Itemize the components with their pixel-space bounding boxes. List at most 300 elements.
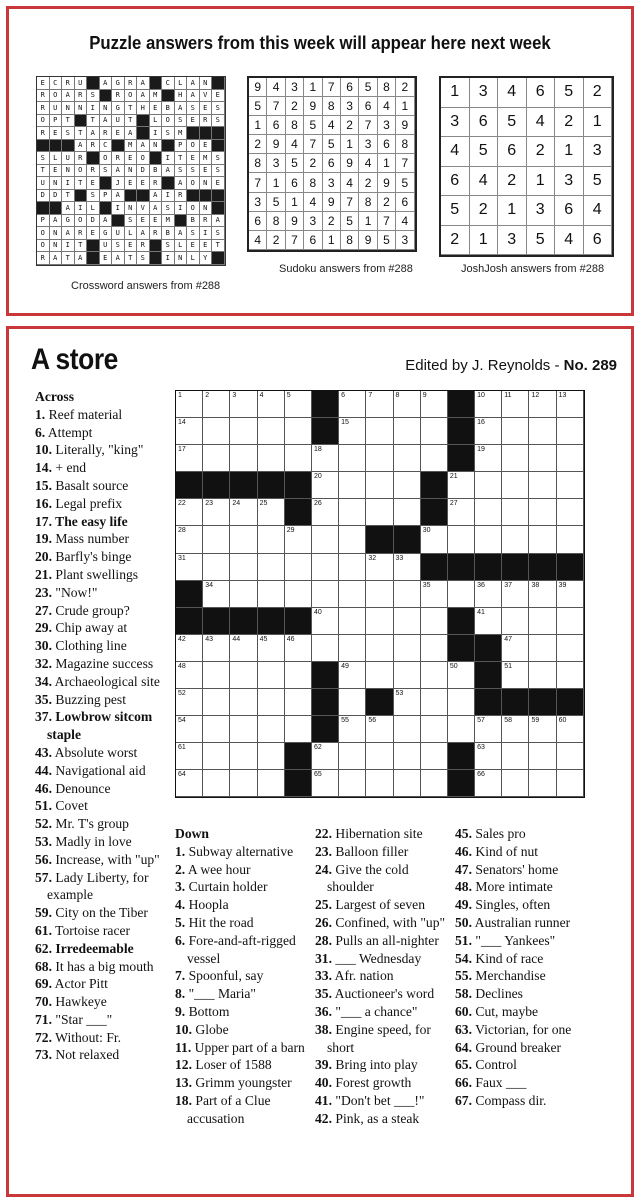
answer-cell: D — [87, 215, 100, 228]
answer-cell: E — [50, 127, 63, 140]
grid-cell[interactable] — [339, 554, 366, 581]
clue-item-number: 19. — [35, 531, 52, 547]
clue-number: 3 — [232, 392, 237, 399]
grid-cell[interactable] — [230, 635, 257, 662]
grid-cell[interactable] — [421, 526, 448, 553]
clue-number: 55 — [341, 717, 349, 725]
grid-cell[interactable] — [502, 445, 529, 472]
grid-cell[interactable] — [230, 418, 257, 445]
grid-cell[interactable] — [421, 445, 448, 472]
sudoku-cell: 5 — [323, 135, 341, 154]
grid-cell[interactable] — [502, 472, 529, 499]
grid-cell[interactable] — [366, 743, 393, 770]
grid-cell[interactable] — [421, 635, 448, 662]
clue-item-text: "___ a chance" — [332, 1003, 418, 1019]
clue-item — [35, 566, 169, 584]
grid-cell[interactable] — [366, 554, 393, 581]
answer-block — [137, 127, 150, 140]
grid-cell[interactable] — [230, 716, 257, 743]
grid-cell[interactable] — [312, 554, 339, 581]
clue-item — [455, 843, 605, 861]
black-square — [448, 608, 475, 635]
grid-cell[interactable] — [312, 472, 339, 499]
sudoku-cell: 2 — [323, 212, 341, 231]
grid-cell[interactable] — [502, 716, 529, 743]
sudoku-cell: 3 — [267, 154, 285, 173]
grid-cell[interactable] — [557, 581, 584, 608]
grid-cell[interactable] — [203, 689, 230, 716]
grid-cell[interactable] — [339, 770, 366, 797]
answer-block — [50, 202, 63, 215]
sudoku-cell: 9 — [249, 78, 267, 97]
grid-cell[interactable] — [366, 391, 393, 418]
clue-number: 53 — [395, 690, 404, 698]
joshjosh-cell: 3 — [527, 196, 556, 226]
grid-cell[interactable] — [366, 662, 393, 689]
grid-cell[interactable] — [258, 635, 285, 662]
clue-number: 59 — [531, 717, 540, 725]
sudoku-cell: 3 — [378, 116, 396, 135]
grid-cell[interactable] — [421, 608, 448, 635]
grid-cell[interactable] — [258, 418, 285, 445]
grid-cell[interactable] — [502, 770, 529, 797]
grid-cell[interactable] — [475, 770, 502, 797]
grid-cell[interactable] — [421, 418, 448, 445]
grid-cell[interactable] — [285, 391, 312, 418]
clue-item — [35, 958, 169, 976]
answer-cell: I — [200, 227, 213, 240]
grid-cell[interactable] — [529, 418, 556, 445]
grid-cell[interactable] — [339, 608, 366, 635]
grid-cell[interactable] — [394, 689, 421, 716]
grid-cell[interactable] — [529, 499, 556, 526]
grid-cell[interactable] — [203, 581, 230, 608]
clue-item-number: 10. — [175, 1021, 192, 1037]
answer-cell: T — [175, 152, 188, 165]
grid-cell[interactable] — [339, 716, 366, 743]
grid-cell[interactable] — [339, 526, 366, 553]
answer-cell: G — [62, 215, 75, 228]
answer-cell: R — [75, 227, 88, 240]
grid-cell[interactable] — [366, 581, 393, 608]
clue-number: 23 — [205, 500, 213, 508]
grid-cell[interactable] — [258, 743, 285, 770]
clue-number: 48 — [178, 662, 186, 670]
clue-item — [35, 584, 169, 602]
grid-cell[interactable] — [557, 391, 584, 418]
grid-cell[interactable] — [394, 716, 421, 743]
grid-cell[interactable] — [421, 581, 448, 608]
clue-item-text: Bring into play — [332, 1057, 418, 1073]
grid-cell[interactable] — [421, 391, 448, 418]
grid-cell[interactable] — [421, 662, 448, 689]
black-square — [502, 554, 529, 581]
answer-cell: E — [187, 240, 200, 253]
grid-cell[interactable] — [366, 472, 393, 499]
grid-cell[interactable] — [475, 418, 502, 445]
grid-cell[interactable] — [529, 445, 556, 472]
grid-cell[interactable] — [176, 391, 203, 418]
grid-cell[interactable] — [475, 472, 502, 499]
grid-cell[interactable] — [176, 526, 203, 553]
grid-cell[interactable] — [312, 445, 339, 472]
answer-cell: I — [62, 240, 75, 253]
answer-cell: S — [175, 165, 188, 178]
grid-cell[interactable] — [475, 608, 502, 635]
clue-item-text: Declines — [472, 986, 523, 1002]
grid-cell[interactable] — [394, 770, 421, 797]
clue-item — [35, 655, 169, 673]
grid-cell[interactable] — [394, 635, 421, 662]
grid-cell[interactable] — [557, 418, 584, 445]
grid-cell[interactable] — [339, 445, 366, 472]
grid-cell[interactable] — [230, 499, 257, 526]
grid-cell[interactable] — [258, 445, 285, 472]
grid-cell[interactable] — [421, 770, 448, 797]
clue-item-number: 67. — [455, 1092, 472, 1108]
grid-cell[interactable] — [448, 662, 475, 689]
grid-cell[interactable] — [394, 472, 421, 499]
grid-cell[interactable] — [176, 770, 203, 797]
grid-cell[interactable] — [285, 635, 312, 662]
clue-item — [35, 602, 169, 620]
sudoku-cell: 6 — [249, 212, 267, 231]
grid-cell[interactable] — [285, 689, 312, 716]
answer-cell: S — [87, 190, 100, 203]
down-clues-col1 — [175, 825, 311, 1128]
answer-block — [112, 215, 125, 228]
grid-cell[interactable] — [448, 472, 475, 499]
grid-cell[interactable] — [312, 526, 339, 553]
clue-item-number: 18. — [175, 1092, 192, 1108]
grid-cell[interactable] — [502, 662, 529, 689]
grid-cell[interactable] — [258, 391, 285, 418]
grid-cell[interactable] — [366, 770, 393, 797]
answer-cell: A — [175, 227, 188, 240]
grid-cell[interactable] — [475, 526, 502, 553]
answer-cell: N — [75, 102, 88, 115]
clue-item-text: Mass number — [52, 531, 130, 547]
grid-cell[interactable] — [557, 743, 584, 770]
black-square — [230, 472, 257, 499]
grid-cell[interactable] — [203, 445, 230, 472]
clue-item-text: Australian runner — [472, 914, 571, 930]
sudoku-cell: 7 — [286, 231, 304, 250]
clue-item-text: Actor Pitt — [52, 976, 108, 992]
grid-cell[interactable] — [176, 445, 203, 472]
clue-number: 21 — [449, 473, 458, 481]
grid-cell[interactable] — [285, 581, 312, 608]
grid-cell[interactable] — [230, 391, 257, 418]
grid-cell[interactable] — [529, 716, 556, 743]
clue-number: 4 — [259, 392, 264, 399]
answer-cell: L — [175, 77, 188, 90]
grid-cell[interactable] — [258, 689, 285, 716]
grid-cell[interactable] — [394, 662, 421, 689]
grid-cell[interactable] — [557, 635, 584, 662]
answer-cell: P — [175, 140, 188, 153]
grid-cell[interactable] — [176, 743, 203, 770]
clue-item — [455, 932, 605, 950]
answer-cell: I — [162, 190, 175, 203]
grid-cell[interactable] — [475, 743, 502, 770]
grid-cell[interactable] — [203, 499, 230, 526]
grid-cell[interactable] — [176, 635, 203, 662]
clue-item-text: City on the Tiber — [52, 905, 148, 921]
black-square — [557, 554, 584, 581]
grid-cell[interactable] — [394, 608, 421, 635]
grid-cell[interactable] — [285, 526, 312, 553]
grid-cell[interactable] — [203, 770, 230, 797]
grid-cell[interactable] — [529, 608, 556, 635]
grid-cell[interactable] — [529, 391, 556, 418]
answers-panel — [6, 6, 634, 316]
grid-cell[interactable] — [230, 526, 257, 553]
answer-block — [37, 140, 50, 153]
grid-cell[interactable] — [203, 716, 230, 743]
grid-cell[interactable] — [421, 716, 448, 743]
clue-number: 14 — [178, 419, 186, 427]
grid-cell[interactable] — [312, 635, 339, 662]
clue-item — [35, 851, 169, 869]
grid-cell[interactable] — [203, 418, 230, 445]
clue-item-text: "Don't bet ___!" — [332, 1092, 425, 1108]
grid-cell[interactable] — [557, 662, 584, 689]
grid-cell[interactable] — [394, 445, 421, 472]
sudoku-cell: 9 — [341, 154, 359, 173]
joshjosh-cell: 6 — [470, 108, 499, 138]
grid-cell[interactable] — [394, 554, 421, 581]
grid-cell[interactable] — [203, 635, 230, 662]
grid-cell[interactable] — [203, 743, 230, 770]
joshjosh-answers-caption: JoshJosh answers from #288 — [461, 263, 605, 275]
grid-cell[interactable] — [475, 499, 502, 526]
grid-cell[interactable] — [176, 662, 203, 689]
grid-cell[interactable] — [448, 689, 475, 716]
grid-cell[interactable] — [557, 716, 584, 743]
answer-cell: T — [212, 240, 225, 253]
grid-cell[interactable] — [394, 418, 421, 445]
grid-cell[interactable] — [502, 526, 529, 553]
sudoku-cell: 2 — [249, 135, 267, 154]
grid-cell[interactable] — [258, 716, 285, 743]
grid-cell[interactable] — [339, 391, 366, 418]
grid-cell[interactable] — [394, 499, 421, 526]
grid-cell[interactable] — [258, 770, 285, 797]
grid-cell[interactable] — [529, 472, 556, 499]
grid-cell[interactable] — [502, 743, 529, 770]
grid-cell[interactable] — [312, 743, 339, 770]
grid-cell[interactable] — [312, 499, 339, 526]
clue-item-number: 69. — [35, 976, 52, 992]
grid-cell[interactable] — [421, 743, 448, 770]
answer-cell: A — [75, 140, 88, 153]
grid-cell[interactable] — [421, 689, 448, 716]
grid-cell[interactable] — [230, 445, 257, 472]
grid-cell[interactable] — [529, 526, 556, 553]
grid-cell[interactable] — [258, 662, 285, 689]
grid-cell[interactable] — [502, 581, 529, 608]
answer-cell: M — [150, 90, 163, 103]
answer-cell: A — [62, 227, 75, 240]
grid-cell[interactable] — [475, 391, 502, 418]
clue-item-number: 1. — [175, 843, 186, 859]
grid-cell[interactable] — [557, 472, 584, 499]
grid-cell[interactable] — [475, 716, 502, 743]
grid-cell[interactable] — [366, 499, 393, 526]
grid-cell[interactable] — [557, 608, 584, 635]
grid-cell[interactable] — [529, 770, 556, 797]
black-square — [448, 445, 475, 472]
grid-cell[interactable] — [557, 499, 584, 526]
sudoku-cell: 6 — [396, 193, 414, 212]
grid-cell[interactable] — [366, 445, 393, 472]
down-clues-col3 — [455, 825, 605, 1110]
clue-number: 36 — [477, 581, 485, 589]
clue-number: 11 — [504, 392, 512, 399]
clue-item — [35, 744, 169, 762]
clue-item-text: "___ Maria" — [185, 986, 256, 1002]
grid-cell[interactable] — [366, 608, 393, 635]
clue-item-text: Balloon filler — [332, 843, 409, 859]
answer-cell: R — [150, 177, 163, 190]
grid-cell[interactable] — [339, 662, 366, 689]
clue-item-number: 10. — [35, 442, 52, 458]
grid-cell[interactable] — [366, 716, 393, 743]
grid-cell[interactable] — [502, 391, 529, 418]
grid-cell[interactable] — [339, 635, 366, 662]
clue-item-number: 55. — [455, 968, 472, 984]
grid-cell[interactable] — [475, 445, 502, 472]
grid-cell[interactable] — [339, 418, 366, 445]
sudoku-cell: 5 — [304, 116, 322, 135]
grid-cell[interactable] — [502, 418, 529, 445]
clue-item-text: Without: Fr. — [52, 1029, 122, 1045]
grid-cell[interactable] — [176, 554, 203, 581]
grid-cell[interactable] — [312, 581, 339, 608]
grid-cell[interactable] — [557, 445, 584, 472]
grid-cell[interactable] — [203, 662, 230, 689]
grid-cell[interactable] — [203, 554, 230, 581]
grid-cell[interactable] — [448, 526, 475, 553]
grid-cell[interactable] — [312, 770, 339, 797]
grid-cell[interactable] — [230, 581, 257, 608]
sudoku-cell: 3 — [341, 97, 359, 116]
grid-cell[interactable] — [339, 499, 366, 526]
grid-cell[interactable] — [285, 418, 312, 445]
sudoku-cell: 6 — [267, 116, 285, 135]
grid-cell[interactable] — [339, 689, 366, 716]
grid-cell[interactable] — [339, 743, 366, 770]
clue-item-number: 29. — [35, 620, 52, 636]
grid-cell[interactable] — [475, 581, 502, 608]
joshjosh-cell: 2 — [584, 78, 613, 108]
black-square — [285, 472, 312, 499]
grid-cell[interactable] — [285, 445, 312, 472]
grid-cell[interactable] — [502, 608, 529, 635]
grid-cell[interactable] — [394, 391, 421, 418]
grid-cell[interactable] — [203, 526, 230, 553]
grid-cell[interactable] — [394, 581, 421, 608]
crossword-answers-caption: Crossword answers from #288 — [71, 280, 221, 292]
grid-cell[interactable] — [176, 716, 203, 743]
answer-cell: U — [37, 177, 50, 190]
grid-cell[interactable] — [230, 743, 257, 770]
grid-cell[interactable] — [258, 499, 285, 526]
grid-cell[interactable] — [176, 499, 203, 526]
clue-number: 50 — [449, 662, 458, 670]
grid-cell[interactable] — [176, 689, 203, 716]
grid-cell[interactable] — [230, 770, 257, 797]
answer-cell: I — [150, 127, 163, 140]
sudoku-cell: 1 — [249, 116, 267, 135]
grid-cell[interactable] — [502, 499, 529, 526]
grid-cell[interactable] — [339, 581, 366, 608]
grid-cell[interactable] — [258, 581, 285, 608]
grid-cell[interactable] — [230, 554, 257, 581]
clue-item — [315, 896, 453, 914]
grid-cell[interactable] — [502, 635, 529, 662]
answer-block — [212, 252, 225, 265]
clue-item-text: Legal prefix — [52, 495, 123, 511]
answer-cell: N — [125, 202, 138, 215]
grid-cell[interactable] — [312, 608, 339, 635]
grid-cell[interactable] — [203, 391, 230, 418]
grid-cell[interactable] — [557, 526, 584, 553]
answer-cell: N — [200, 177, 213, 190]
answer-cell: A — [212, 215, 225, 228]
grid-cell[interactable] — [285, 554, 312, 581]
answer-cell: S — [212, 227, 225, 240]
grid-cell[interactable] — [448, 716, 475, 743]
grid-cell[interactable] — [230, 662, 257, 689]
sudoku-cell: 3 — [304, 212, 322, 231]
clue-item-number: 51. — [455, 932, 472, 948]
answer-cell: H — [137, 102, 150, 115]
answer-cell: C — [50, 77, 63, 90]
grid-cell[interactable] — [285, 716, 312, 743]
grid-cell[interactable] — [230, 689, 257, 716]
grid-cell[interactable] — [529, 635, 556, 662]
grid-cell[interactable] — [258, 526, 285, 553]
grid-cell[interactable] — [529, 581, 556, 608]
clue-item-text: Victorian, for one — [472, 1021, 572, 1037]
sudoku-cell: 8 — [304, 173, 322, 192]
grid-cell[interactable] — [448, 581, 475, 608]
grid-cell[interactable] — [339, 472, 366, 499]
puzzle-panel — [6, 326, 634, 1197]
answer-cell: R — [87, 140, 100, 153]
grid-cell[interactable] — [258, 554, 285, 581]
grid-cell[interactable] — [448, 499, 475, 526]
answer-cell: A — [112, 190, 125, 203]
grid-cell[interactable] — [529, 743, 556, 770]
grid-cell[interactable] — [529, 662, 556, 689]
grid-cell[interactable] — [557, 770, 584, 797]
clue-item-number: 62. — [35, 940, 52, 956]
clue-item — [35, 815, 169, 833]
grid-cell[interactable] — [366, 635, 393, 662]
clue-number: 5 — [286, 392, 291, 399]
answer-cell: T — [125, 252, 138, 265]
answer-block — [37, 202, 50, 215]
clue-item-number: 46. — [455, 843, 472, 859]
grid-cell[interactable] — [366, 418, 393, 445]
grid-cell[interactable] — [285, 662, 312, 689]
editor-line — [405, 357, 617, 374]
grid-cell[interactable] — [394, 743, 421, 770]
grid-cell[interactable] — [176, 418, 203, 445]
